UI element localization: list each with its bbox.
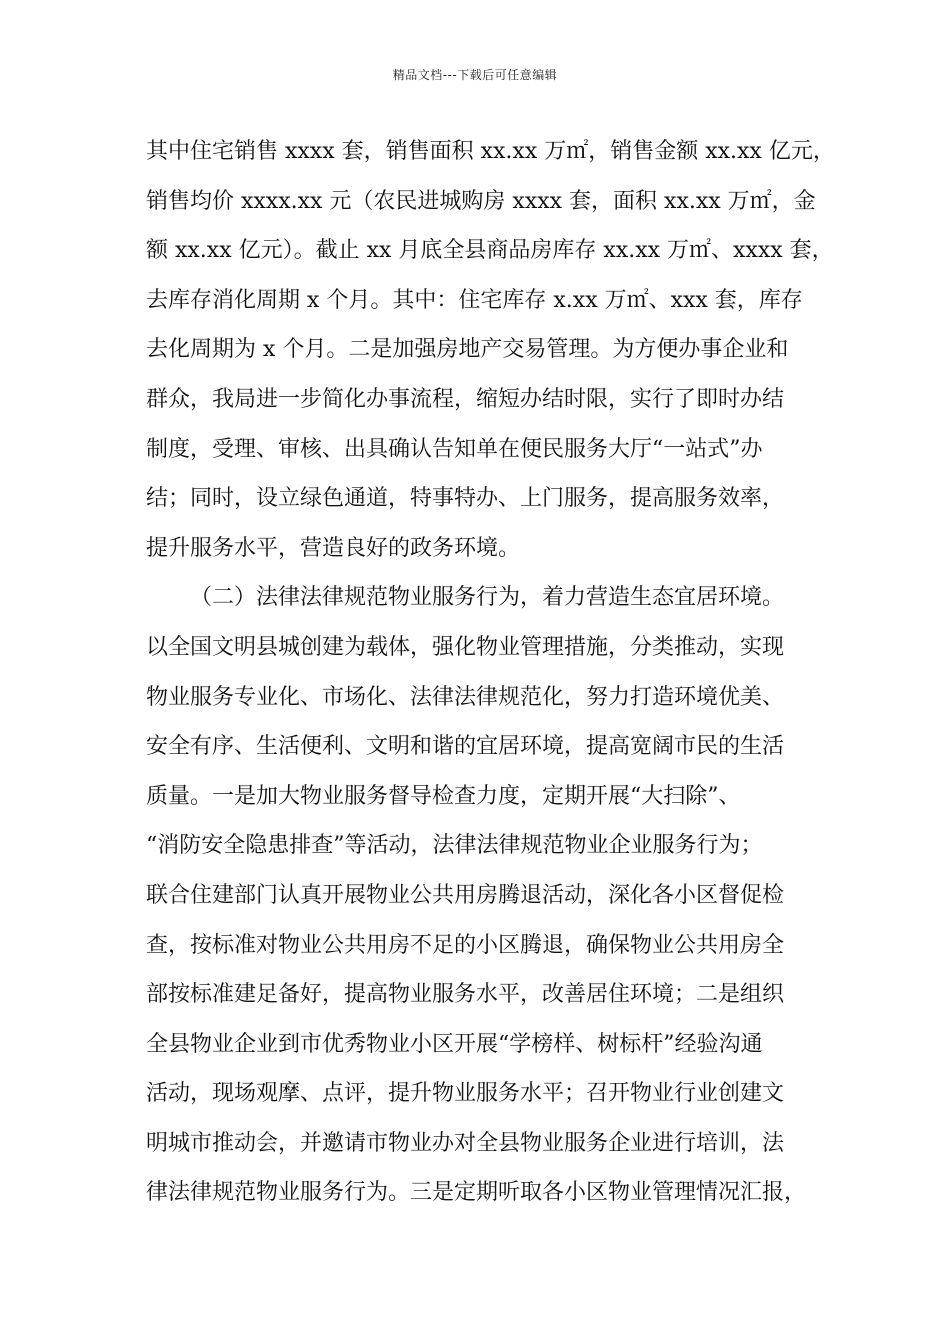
text-line: 额 xx.xx 亿元）。截止 xx 月底全县商品房库存 xx.xx 万㎡、xxxx 套， — [146, 238, 834, 264]
text-line: 去化周期为 x 个月。二是加强房地产交易管理。为方便办事企业和 — [146, 337, 789, 363]
text-line: 律法律规范物业服务行为。三是定期听取各小区物业管理情况汇报， — [146, 1180, 807, 1206]
page-header: 精品文档---下载后可任意编辑 — [392, 68, 558, 82]
text-line: 查，按标准对物业公共用房不足的小区腾退，确保物业公共用房全 — [146, 932, 785, 958]
section-heading-line: （二）法律法律规范物业服务行为，着力营造生态宜居环境。 — [190, 585, 785, 611]
text-line: 明城市推动会，并邀请市物业办对全县物业服务企业进行培训，法 — [146, 1130, 785, 1156]
text-line: 结；同时，设立绿色通道，特事特办、上门服务，提高服务效率， — [146, 486, 785, 512]
text-line: 其中住宅销售 xxxx 套，销售面积 xx.xx 万㎡，销售金额 xx.xx 亿元， — [146, 139, 835, 164]
text-line: 质量。一是加大物业服务督导检查力度，定期开展“大扫除”、 — [146, 783, 741, 809]
text-line: 去库存消化周期 x 个月。其中：住宅库存 x.xx 万㎡、xxx 套，库存 — [146, 287, 803, 313]
text-line: 以全国文明县城创建为载体，强化物业管理措施，分类推动，实现 — [146, 634, 785, 660]
text-line: 制度，受理、审核、出具确认告知单在便民服务大厅“一站式”办 — [146, 436, 763, 462]
text-line: 提升服务水平，营造良好的政务环境。 — [146, 535, 521, 561]
text-line: 群众，我局进一步简化办事流程，缩短办结时限，实行了即时办结 — [146, 386, 785, 412]
text-line: 联合住建部门认真开展物业公共用房腾退活动，深化各小区督促检 — [146, 882, 785, 908]
text-line: “消防安全隐患排查”等活动，法律法律规范物业企业服务行为； — [146, 833, 763, 859]
text-line: 销售均价 xxxx.xx 元（农民进城购房 xxxx 套，面积 xx.xx 万㎡，金 — [146, 188, 816, 214]
text-line: 安全有序、生活便利、文明和谐的宜居环境，提高宽阔市民的生活 — [146, 734, 785, 760]
document-body — [146, 134, 836, 1225]
text-line: 全县物业企业到市优秀物业小区开展“学榜样、树标杆”经验沟通 — [146, 1031, 763, 1057]
text-line: 物业服务专业化、市场化、法律法律规范化，努力打造环境优美、 — [146, 684, 785, 710]
text-line: 部按标准建足备好，提高物业服务水平，改善居住环境；二是组织 — [146, 982, 785, 1008]
text-line: 活动，现场观摩、点评，提升物业服务水平；召开物业行业创建文 — [146, 1081, 785, 1107]
